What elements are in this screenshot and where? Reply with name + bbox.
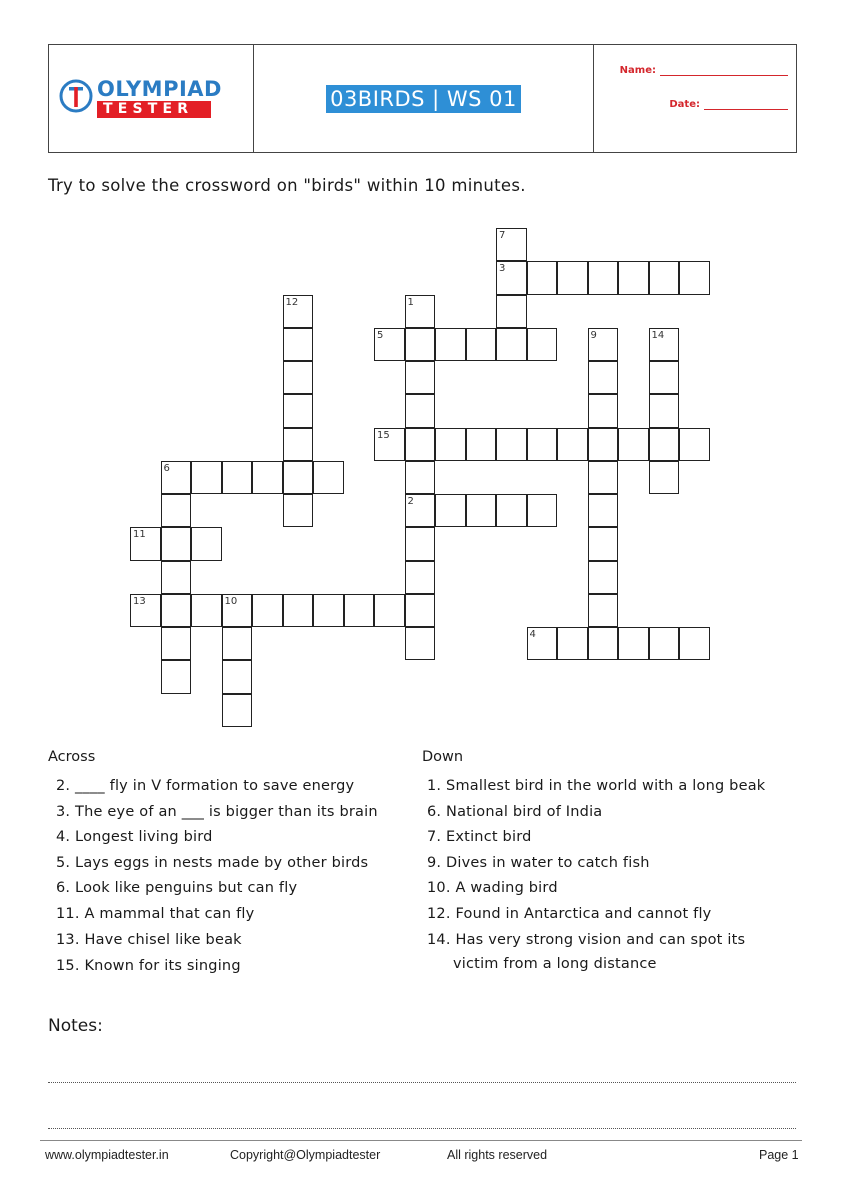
down-heading: Down	[422, 749, 464, 765]
down-clue: 1. Smallest bird in the world with a long beak	[427, 778, 766, 794]
crossword-cell[interactable]	[283, 428, 314, 461]
crossword-cell[interactable]	[405, 527, 436, 560]
crossword-cell[interactable]	[588, 594, 619, 627]
crossword-cell[interactable]	[649, 361, 680, 394]
crossword-cell[interactable]	[527, 328, 558, 361]
crossword-cell[interactable]	[405, 295, 436, 328]
crossword-cell[interactable]	[222, 461, 253, 494]
crossword-cell[interactable]	[191, 527, 222, 560]
across-clue: 6. Look like penguins but can fly	[56, 880, 298, 896]
crossword-cell[interactable]	[649, 328, 680, 361]
crossword-cell[interactable]	[618, 261, 649, 294]
crossword-cell[interactable]	[588, 328, 619, 361]
crossword-cell[interactable]	[161, 527, 192, 560]
crossword-cell[interactable]	[527, 494, 558, 527]
crossword-cell[interactable]	[405, 561, 436, 594]
crossword-cell[interactable]	[222, 660, 253, 693]
crossword-cell[interactable]	[435, 328, 466, 361]
crossword-cell[interactable]	[618, 428, 649, 461]
crossword-cell[interactable]	[283, 461, 314, 494]
name-label: Name:	[619, 65, 656, 76]
down-clue: 10. A wading bird	[427, 880, 558, 896]
crossword-cell[interactable]	[283, 594, 314, 627]
down-clue: 7. Extinct bird	[427, 829, 532, 845]
crossword-cell[interactable]	[679, 428, 710, 461]
crossword-cell[interactable]	[161, 561, 192, 594]
clue-number: 1	[407, 296, 414, 308]
clue-number: 9	[590, 329, 597, 341]
crossword-cell[interactable]	[130, 594, 161, 627]
down-clue: 6. National bird of India	[427, 804, 603, 820]
crossword-cell[interactable]	[161, 594, 192, 627]
crossword-cell[interactable]	[252, 594, 283, 627]
crossword-cell[interactable]	[405, 328, 436, 361]
across-clue: 3. The eye of an ___ is bigger than its brain	[56, 804, 378, 820]
crossword-cell[interactable]	[588, 361, 619, 394]
crossword-cell[interactable]	[527, 261, 558, 294]
clue-number: 13	[133, 595, 146, 607]
crossword-cell[interactable]	[466, 494, 497, 527]
clue-number: 14	[651, 329, 665, 341]
crossword-cell[interactable]	[466, 328, 497, 361]
down-clue-continued: victim from a long distance	[453, 956, 657, 972]
footer-page: Page 1	[759, 1148, 799, 1162]
crossword-cell[interactable]	[374, 428, 405, 461]
across-heading: Across	[48, 749, 96, 765]
clue-number: 5	[377, 329, 384, 341]
across-clue: 15. Known for its singing	[56, 958, 241, 974]
clue-number: 6	[163, 462, 170, 474]
notes-label: Notes:	[48, 1016, 103, 1036]
crossword-cell[interactable]	[313, 461, 344, 494]
crossword-cell[interactable]	[405, 428, 436, 461]
crossword-cell[interactable]	[496, 261, 527, 294]
crossword-cell[interactable]	[618, 627, 649, 660]
footer-divider	[40, 1140, 802, 1141]
crossword-cell[interactable]	[283, 328, 314, 361]
crossword-cell[interactable]	[649, 428, 680, 461]
crossword-cell[interactable]	[374, 328, 405, 361]
across-clue: 13. Have chisel like beak	[56, 932, 242, 948]
footer-rights: All rights reserved	[447, 1148, 548, 1162]
across-clue: 2. ____ fly in V formation to save energy	[56, 778, 355, 794]
crossword-cell[interactable]	[161, 461, 192, 494]
clue-number: 15	[377, 429, 390, 441]
crossword-cell[interactable]	[496, 295, 527, 328]
crossword-cell[interactable]	[191, 461, 222, 494]
crossword-cell[interactable]	[679, 261, 710, 294]
clue-number: 12	[285, 296, 299, 308]
footer-copyright: Copyright@Olympiadtester	[230, 1148, 381, 1162]
crossword-cell[interactable]	[283, 494, 314, 527]
instructions: Try to solve the crossword on "birds" within 10 minutes.	[48, 176, 526, 195]
crossword-cell[interactable]	[679, 627, 710, 660]
crossword-cell[interactable]	[222, 627, 253, 660]
crossword-cell[interactable]	[435, 494, 466, 527]
crossword-cell[interactable]	[435, 428, 466, 461]
crossword-cell[interactable]	[588, 461, 619, 494]
crossword-cell[interactable]	[283, 394, 314, 427]
across-clue: 4. Longest living bird	[56, 829, 213, 845]
down-clue: 14. Has very strong vision and can spot its	[427, 932, 746, 948]
crossword-cell[interactable]	[405, 494, 436, 527]
crossword-cell[interactable]	[374, 594, 405, 627]
crossword-cell[interactable]	[496, 328, 527, 361]
crossword-cell[interactable]	[527, 627, 558, 660]
footer-website: www.olympiadtester.in	[45, 1148, 169, 1162]
crossword-cell[interactable]	[649, 627, 680, 660]
crossword-cell[interactable]	[496, 228, 527, 261]
crossword-cell[interactable]	[405, 594, 436, 627]
crossword-cell[interactable]	[252, 461, 283, 494]
down-clue: 12. Found in Antarctica and cannot fly	[427, 906, 712, 922]
crossword-cell[interactable]	[130, 527, 161, 560]
logo-text-bottom: TESTER	[97, 101, 211, 118]
clue-number: 3	[499, 263, 506, 275]
crossword-cell[interactable]	[405, 627, 436, 660]
crossword-cell[interactable]	[557, 627, 588, 660]
crossword-cell[interactable]	[588, 494, 619, 527]
crossword-cell[interactable]	[527, 428, 558, 461]
crossword-cell[interactable]	[466, 428, 497, 461]
crossword-cell[interactable]	[588, 561, 619, 594]
crossword-cell[interactable]	[496, 428, 527, 461]
notes-line[interactable]	[48, 1128, 796, 1129]
crossword-cell[interactable]	[649, 394, 680, 427]
crossword-cell[interactable]	[222, 594, 253, 627]
crossword-cell[interactable]	[344, 594, 375, 627]
clue-number: 11	[133, 529, 146, 541]
crossword-cell[interactable]	[405, 394, 436, 427]
crossword-cell[interactable]	[588, 627, 619, 660]
crossword-cell[interactable]	[557, 261, 588, 294]
crossword-cell[interactable]	[496, 494, 527, 527]
crossword-cell[interactable]	[588, 261, 619, 294]
crossword-cell[interactable]	[313, 594, 344, 627]
crossword-cell[interactable]	[283, 361, 314, 394]
crossword-cell[interactable]	[161, 494, 192, 527]
crossword-cell[interactable]	[557, 428, 588, 461]
crossword-cell[interactable]	[405, 461, 436, 494]
crossword-cell[interactable]	[191, 594, 222, 627]
crossword-cell[interactable]	[161, 660, 192, 693]
clue-number: 4	[529, 629, 536, 640]
crossword-cell[interactable]	[405, 361, 436, 394]
date-label: Date:	[669, 99, 700, 110]
clue-number: 7	[499, 230, 506, 241]
crossword-cell[interactable]	[588, 527, 619, 560]
crossword-cell[interactable]	[222, 694, 253, 727]
crossword-cell[interactable]	[588, 428, 619, 461]
clue-number: 2	[407, 496, 414, 507]
worksheet-title: 03BIRDS | WS 01	[326, 85, 521, 113]
crossword-cell[interactable]	[649, 461, 680, 494]
across-clue: 5. Lays eggs in nests made by other birds	[56, 855, 369, 871]
crossword-cell[interactable]	[283, 295, 314, 328]
crossword-cell[interactable]	[588, 394, 619, 427]
clue-number: 10	[224, 595, 238, 607]
crossword-cell[interactable]	[161, 627, 192, 660]
down-clue: 9. Dives in water to catch fish	[427, 855, 650, 871]
notes-line[interactable]	[48, 1082, 796, 1083]
across-clue: 11. A mammal that can fly	[56, 906, 255, 922]
crossword-cell[interactable]	[649, 261, 680, 294]
logo-text-top: OLYMPIAD	[97, 77, 222, 101]
